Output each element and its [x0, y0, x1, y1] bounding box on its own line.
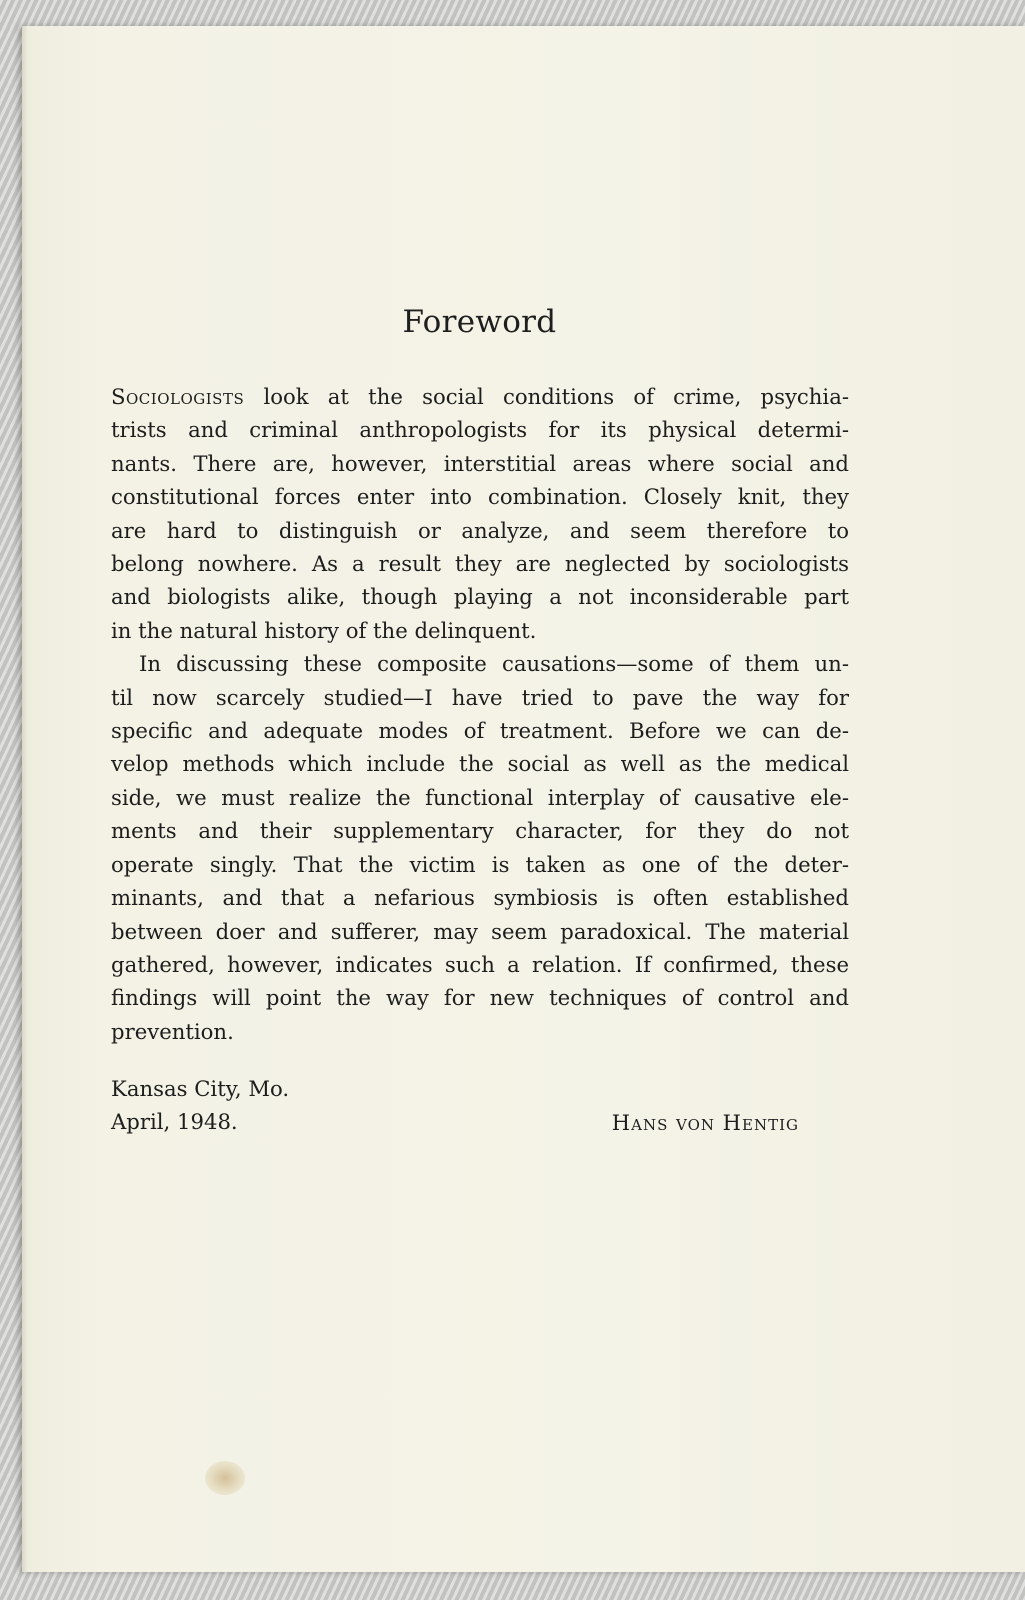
- text-line: findings will point the way for new techniques of control and: [111, 985, 849, 1011]
- book-page: [22, 26, 1025, 1572]
- paragraph-2: [111, 647, 849, 1048]
- text-line: velop methods which include the social as well as the medical: [111, 751, 849, 777]
- text-line: til now scarcely studied—I have tried to pave the way for: [111, 684, 849, 710]
- text-line: constitutional forces enter into combination. Closely knit, they: [111, 484, 849, 510]
- age-stain: [205, 1461, 245, 1495]
- text-line: between doer and sufferer, may seem paradoxical. The material: [111, 918, 849, 944]
- text-line: side, we must realize the functional interplay of causative ele-: [111, 784, 849, 810]
- text-line: trists and criminal anthropologists for its physical determi-: [111, 417, 849, 443]
- text-line: In discussing these composite causations—some of them un-: [139, 651, 849, 677]
- text-line: nants. There are, however, interstitial areas where social and: [111, 450, 849, 476]
- foreword-body: [111, 380, 849, 1048]
- text-line: in the natural history of the delinquent.: [111, 617, 537, 643]
- signoff-date: April, 1948.: [111, 1109, 238, 1135]
- lead-word: Sociologists: [111, 384, 245, 409]
- text-line: Sociologists look at the social conditions of crime, psychia-: [111, 384, 849, 409]
- page-title: Foreword: [402, 304, 557, 340]
- text-line: and biologists alike, though playing a not inconsiderable part: [111, 584, 849, 610]
- text-line: prevention.: [111, 1018, 234, 1044]
- text-line: operate singly. That the victim is taken as one of the deter-: [111, 851, 849, 877]
- text-line: are hard to distinguish or analyze, and seem therefore to: [111, 517, 849, 543]
- page-gutter-shadow: [22, 26, 28, 1572]
- text-line: gathered, however, indicates such a relation. If confirmed, these: [111, 951, 849, 977]
- author-signature: Hans von Hentig: [611, 1111, 799, 1135]
- paragraph-1: [111, 380, 849, 647]
- text-line: minants, and that a nefarious symbiosis is often established: [111, 885, 849, 911]
- text-line: specific and adequate modes of treatment. Before we can de-: [111, 718, 849, 744]
- signoff-place-date: [111, 1072, 289, 1139]
- text-line: ments and their supplementary character, for they do not: [111, 818, 849, 844]
- text-line: belong nowhere. As a result they are neglected by sociologists: [111, 551, 849, 577]
- signoff-place: Kansas City, Mo.: [111, 1076, 290, 1101]
